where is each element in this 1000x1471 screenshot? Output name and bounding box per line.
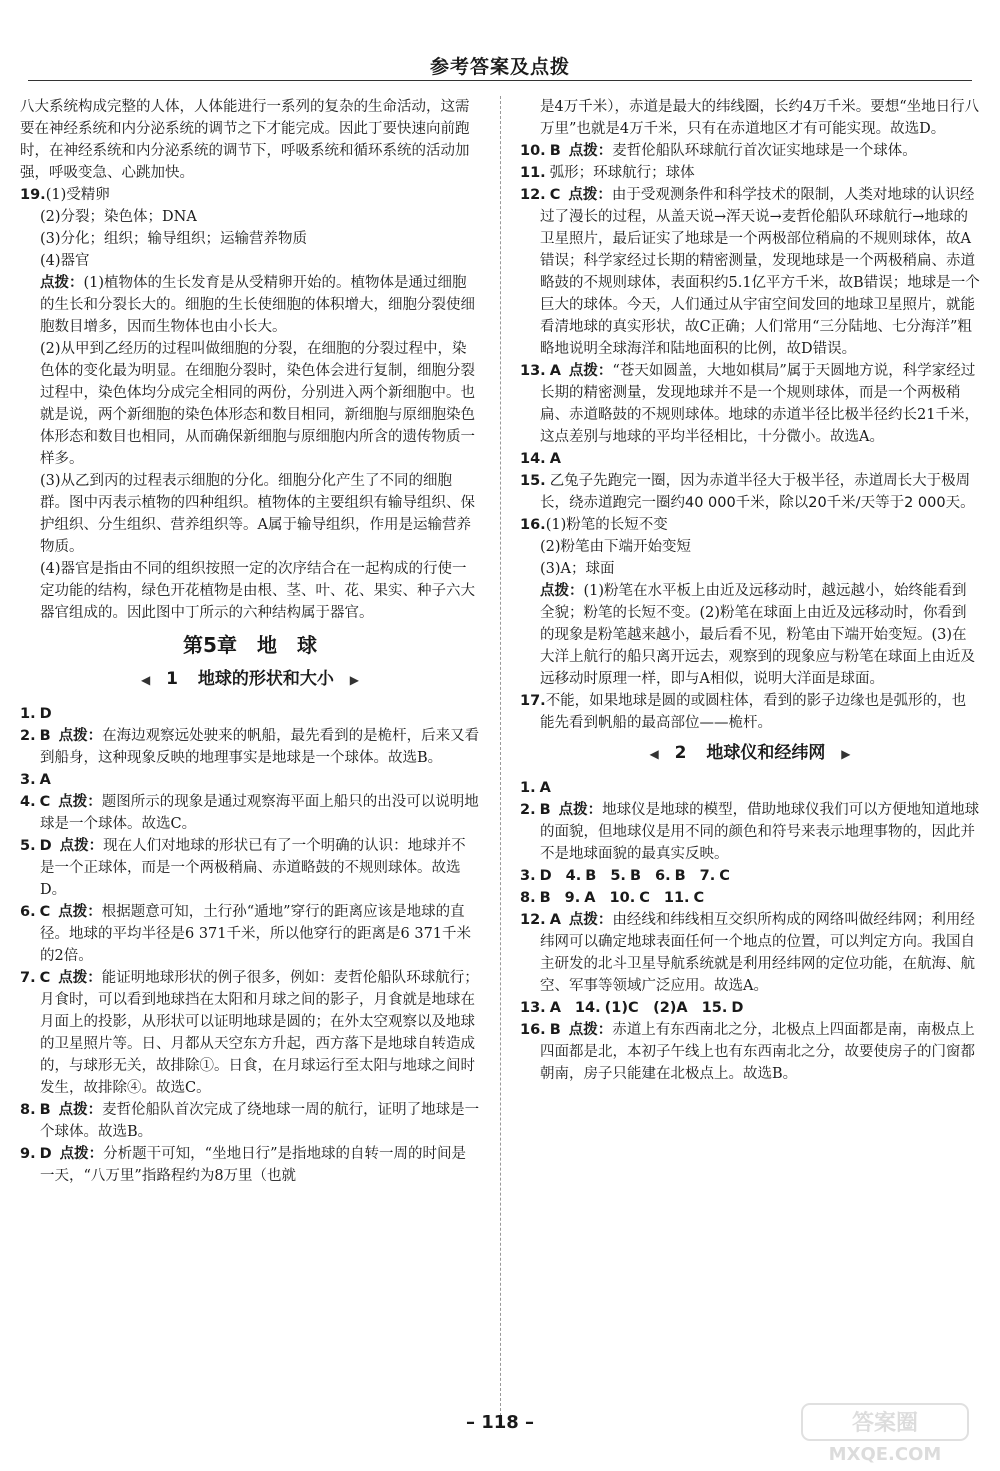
- question-number: 7.: [699, 868, 716, 884]
- answer-row: [520, 887, 980, 909]
- answer-choice: B: [585, 868, 597, 884]
- section-heading: 地球仪和经纬网: [706, 743, 826, 763]
- hint-text: “苍天如圆盖，大地如棋局”属于天圆地方说，科学家经过长期的精密测量，发现地球并不是一个规则球体，而是一个两极稍扁、赤道略鼓的不规则球体。地球的赤道半径比极半径约长21千米，这点差别与地球的平均半径相比，十分微小。故选A。: [540, 363, 979, 445]
- answer-part: (1)粉笔的长短不变: [545, 517, 668, 533]
- question-number: 1.: [20, 706, 36, 722]
- answer-choice: 乙兔子先跑完一圈，因为赤道半径大于极半径，赤道周长大于极周长，绕赤道跑完一圈约40 000千米，除以20千米/天等于2 000天。: [540, 473, 975, 511]
- hint-text: (3)从乙到丙的过程表示细胞的分化。细胞分化产生了不同的细胞群。图中丙表示植物的四种组织。植物体的主要组织有输导组织、保护组织、分生组织、营养组织等。A属于输导组织，作用是运输营养物质。: [40, 473, 475, 555]
- right-triangle-icon: ▶: [841, 747, 851, 761]
- hint-text: 赤道上有东西南北之分，北极点上四面都是南，南极点上四面都是北，本初子午线上也有东西南北之分，故要使房子的门窗都朝南，房子只能建在北极点上。故选B。: [540, 1022, 975, 1082]
- answer-choice: B: [549, 143, 561, 159]
- answer-choice: D: [539, 868, 552, 884]
- watermark-logo: [800, 1402, 970, 1464]
- answer-item: [520, 448, 980, 470]
- answer-item: [20, 725, 480, 769]
- answer-item: [520, 909, 980, 997]
- page-number: – 118 –: [465, 1412, 535, 1433]
- hint-label: 点拨：: [540, 583, 584, 599]
- answer-choice: A: [549, 1000, 561, 1016]
- hint-label: 点拨：: [558, 802, 603, 818]
- answer-item: [520, 162, 980, 184]
- question-number: 4.: [20, 794, 36, 810]
- answer-item: [20, 791, 480, 835]
- question-number: 9.: [564, 890, 581, 906]
- question-number: 12.: [520, 912, 546, 928]
- answer-choice: C: [693, 890, 705, 906]
- answer-choice: B: [549, 1022, 561, 1038]
- answer-choice: B: [674, 868, 686, 884]
- question-number: 19.: [20, 187, 46, 203]
- section-title-1: [20, 668, 480, 691]
- answer-item: [520, 799, 980, 865]
- question-number: 13.: [520, 363, 546, 379]
- hint-label: 点拨：: [40, 275, 84, 291]
- question-number: 8.: [20, 1102, 36, 1118]
- hint-text: 麦哲伦船队环球航行首次证实地球是一个球体。: [612, 143, 917, 159]
- answer-item: [20, 967, 480, 1099]
- answer-item: [520, 1019, 980, 1085]
- question-number: 15.: [520, 473, 546, 489]
- hint-label: 点拨：: [58, 904, 102, 920]
- hint-text: (1)植物体的生长发育是从受精卵开始的。植物体是通过细胞的生长和分裂长大的。细胞的生长使细胞的体积增大，细胞分裂使细胞数目增多，因而生物体也由小长大。: [40, 275, 475, 335]
- question-number: 12.: [520, 187, 546, 203]
- hint-text: 分析题干可知，“坐地日行”是指地球的自转一周的时间是一天，“八万里”指路程约为8万里（也就: [40, 1146, 466, 1184]
- hint-label: 点拨：: [58, 728, 103, 744]
- answer-item: [20, 835, 480, 901]
- watermark-bottom: MXQE.COM: [828, 1444, 942, 1464]
- page-header-title: 参考答案及点拨: [429, 56, 570, 78]
- answer-choice: A: [39, 772, 51, 788]
- section-heading: 地球的形状和大小: [197, 669, 334, 689]
- hint-text: 由经线和纬线相互交织所构成的网络叫做经纬网；利用经纬网可以确定地球表面任何一个地点的位置，可以判定方向。我国自主研发的北斗卫星导航系统就是利用经纬网的定位功能，在航海、航空、军事等领域广泛应用。故选A。: [540, 912, 975, 994]
- answer-choice: C: [39, 970, 51, 986]
- left-triangle-icon: ◀: [649, 747, 659, 761]
- chapter-title: 第5章 地 球: [183, 633, 317, 657]
- answer-choice: A: [549, 451, 561, 467]
- hint-text: 题图所示的现象是通过观察海平面上船只的出没可以说明地球是一个球体。故选C。: [40, 794, 479, 832]
- answer-choice: D: [39, 1146, 52, 1162]
- question-number: 11.: [520, 165, 546, 181]
- question-number: 15.: [701, 1000, 728, 1016]
- question-number: 6.: [655, 868, 671, 884]
- answer-part: (2)粉笔由下端开始变短: [540, 539, 692, 555]
- question-number: 11.: [663, 890, 690, 906]
- answer-item: [20, 703, 480, 725]
- question-number: 2.: [520, 802, 536, 818]
- question-number: 10.: [609, 890, 636, 906]
- hint-text: (2)从甲到乙经历的过程叫做细胞的分裂，在细胞的分裂过程中，染色体的变化最为明显。在细胞分裂时，染色体会进行复制，细胞分裂过程中，染色体均分成完全相同的两份，分别进入两个新细胞中。也就是说，两个新细胞的染色体形态和数目相同，新细胞与原细胞染色体形态和数目也相同，从而确保新细胞与原细胞内所含的遗传物质一样多。: [40, 341, 475, 467]
- hint-text: 在海边观察远处驶来的帆船，最先看到的是桅杆，后来又看到船身，这种现象反映的地理事实是地球是一个球体。故选B。: [40, 728, 480, 766]
- hint-text: 根据题意可知，土行孙“遁地”穿行的距离应该是地球的直径。地球的平均半径是6 371千米，所以他穿行的距离是6 371千米的2倍。: [40, 904, 472, 964]
- hint-label: 点拨：: [59, 838, 104, 854]
- question-number: 7.: [20, 970, 36, 986]
- hint-text: 由于受观测条件和科学技术的限制，人类对地球的认识经过了漫长的过程，从盖天说→浑天说→麦哲伦船队环球航行→地球的卫星照片，最后证实了地球是一个两极部位稍扁的不规则球体，故A错误；科学家经过长期的精密测量，发现地球是一个两极稍扁、赤道略鼓的不规则球体，表面积约5.1亿平方千米，故B错误；地球是一个巨大的球体。今天，人们通过从宇宙空间发回的地球卫星照片，就能看清地球的真实形状，故C正确；人们常用“三分陆地、七分海洋”粗略地说明全球海洋和陆地面积的比例，故D错误。: [540, 187, 980, 357]
- question-number: 14.: [520, 451, 546, 467]
- answer-item: [20, 901, 480, 967]
- answer-row: [520, 865, 980, 887]
- hint-label: 点拨：: [568, 1022, 613, 1038]
- question-number: 14.: [574, 1000, 601, 1016]
- answer-text: 不能，如果地球是圆的或圆柱体，看到的影子边缘也是弧形的，也能先看到帆船的最高部位——桅杆。: [540, 693, 967, 731]
- hint-text: 地球仪是地球的模型，借助地球仪我们可以方便地知道地球的面貌，但地球仪是用不同的颜色和符号来表示地理事物的，因此并不是地球面貌的最真实反映。: [540, 802, 980, 862]
- answer-choice: B: [39, 1102, 51, 1118]
- answer-part: (3)A；球面: [540, 561, 615, 577]
- answer-list: [520, 909, 980, 997]
- answer-choice: A: [549, 363, 561, 379]
- answer-item: [520, 184, 980, 360]
- answer-choice: (1)C (2)A: [604, 1000, 688, 1016]
- answer-item: [20, 1099, 480, 1143]
- answer-choice: D: [39, 706, 52, 722]
- answer-part: (4)器官: [40, 253, 90, 269]
- answer-list: [520, 140, 980, 514]
- hint-label: 点拨：: [58, 1102, 103, 1118]
- answer-choice: B: [539, 890, 551, 906]
- answer-list: [520, 1019, 980, 1085]
- question-number: 3.: [20, 772, 36, 788]
- answer-choice: C: [39, 794, 51, 810]
- question-number: 5.: [610, 868, 626, 884]
- answer-choice: C: [719, 868, 730, 884]
- answer-list: [20, 703, 480, 1187]
- hint-text: 能证明地球形状的例子很多，例如：麦哲伦船队环球航行；月食时，可以看到地球挡在太阳和月球之间的影子，月食就是地球在月面上的投影，从形状可以证明地球是圆的；在外太空观察以及地球的卫星照片等。日、月都从天空东方升起，西方落下是地球自转造成的，与球形无关，故排除①。日食，在月球运行至太阳与地球之间时发生，故排除④。故选C。: [40, 970, 479, 1096]
- question-number: 9.: [20, 1146, 36, 1162]
- question-number: 1.: [520, 780, 536, 796]
- question-number: 8.: [520, 890, 536, 906]
- column-divider: [500, 96, 501, 1426]
- question-number: 4.: [565, 868, 582, 884]
- hint-label: 点拨：: [58, 970, 102, 986]
- question-number: 10.: [520, 143, 546, 159]
- answer-part: (1)受精卵: [45, 187, 110, 203]
- question-19: [20, 184, 480, 624]
- answer-choice: 弧形；环球航行；球体: [549, 165, 695, 181]
- answer-list: [520, 777, 980, 865]
- hint-label: 点拨：: [568, 187, 612, 203]
- answer-choice: B: [629, 868, 641, 884]
- answer-choice: C: [549, 187, 561, 203]
- answer-choice: B: [539, 802, 551, 818]
- continuation-text: 是4万千米），赤道是最大的纬线圈，长约4万千米。要想“坐地日行八万里”也就是4万千米，只有在赤道地区才有可能实现。故选D。: [540, 99, 980, 137]
- left-column: [20, 96, 480, 1187]
- hint-label: 点拨：: [59, 1146, 104, 1162]
- answer-choice: C: [39, 904, 51, 920]
- answer-part: (2)分裂；染色体；DNA: [40, 209, 197, 225]
- answer-item: [520, 360, 980, 448]
- question-17: [520, 690, 980, 734]
- answer-item: [20, 1143, 480, 1187]
- answer-choice: D: [39, 838, 52, 854]
- hint-text: (1)粉笔在水平板上由近及远移动时，越远越小，始终能看到全貌；粉笔的长短不变。(2)粉笔在球面上由近及远移动时，你看到的现象是粉笔越来越小，最后看不见，粉笔由下端开始变短。(3)在大洋上航行的船只离开远去，观察到的现象应与粉笔在球面上由近及远移动时原理一样，即与A相似，说明大洋面是球面。: [540, 583, 975, 687]
- question-number: 5.: [20, 838, 36, 854]
- question-number: 16.: [520, 1022, 546, 1038]
- question-number: 17.: [520, 693, 546, 709]
- question-16: [520, 514, 980, 690]
- answer-choice: B: [39, 728, 51, 744]
- section-number: 2: [674, 743, 687, 763]
- answer-row: [520, 997, 980, 1019]
- answer-item: [520, 140, 980, 162]
- question-number: 3.: [520, 868, 536, 884]
- hint-text: 现在人们对地球的形状已有了一个明确的认识：地球并不是一个正球体，而是一个两极稍扁、赤道略鼓的不规则球体。故选D。: [40, 838, 466, 898]
- hint-label: 点拨：: [568, 363, 613, 379]
- hint-text: (4)器官是指由不同的组织按照一定的次序结合在一起构成的行使一定功能的结构，绿色开花植物是由根、茎、叶、花、果实、种子六大器官组成的。因此图中丁所示的六种结构属于器官。: [40, 561, 475, 621]
- hint-label: 点拨：: [568, 143, 613, 159]
- hint-label: 点拨：: [568, 912, 613, 928]
- answer-item: [520, 470, 980, 514]
- hint-text: 麦哲伦船队首次完成了绕地球一周的航行，证明了地球是一个球体。故选B。: [40, 1102, 480, 1140]
- answer-choice: A: [549, 912, 561, 928]
- right-column: [520, 96, 980, 1085]
- answer-choice: A: [584, 890, 596, 906]
- question-number: 16.: [520, 517, 546, 533]
- hint-label: 点拨：: [58, 794, 102, 810]
- question-number: 2.: [20, 728, 36, 744]
- question-number: 13.: [520, 1000, 546, 1016]
- right-triangle-icon: ▶: [349, 673, 360, 687]
- answer-choice: A: [539, 780, 551, 796]
- section-number: 1: [166, 669, 178, 689]
- answer-item: [520, 777, 980, 799]
- header-rule: [28, 80, 972, 81]
- watermark-top: 答案圈: [851, 1411, 919, 1436]
- question-number: 6.: [20, 904, 36, 920]
- answer-choice: C: [639, 890, 650, 906]
- intro-paragraph: 八大系统构成完整的人体，人体能进行一系列的复杂的生命活动，这需要在神经系统和内分泌系统的调节之下才能完成。因此丁要快速向前跑时，在神经系统和内分泌系统的调节下，呼吸系统和循环系统的活动加强，呼吸变急、心跳加快。: [20, 99, 470, 181]
- left-triangle-icon: ◀: [140, 673, 151, 687]
- section-title-2: [520, 742, 980, 765]
- answer-choice: D: [731, 1000, 744, 1016]
- answer-part: (3)分化；组织；输导组织；运输营养物质: [40, 231, 308, 247]
- answer-item: [20, 769, 480, 791]
